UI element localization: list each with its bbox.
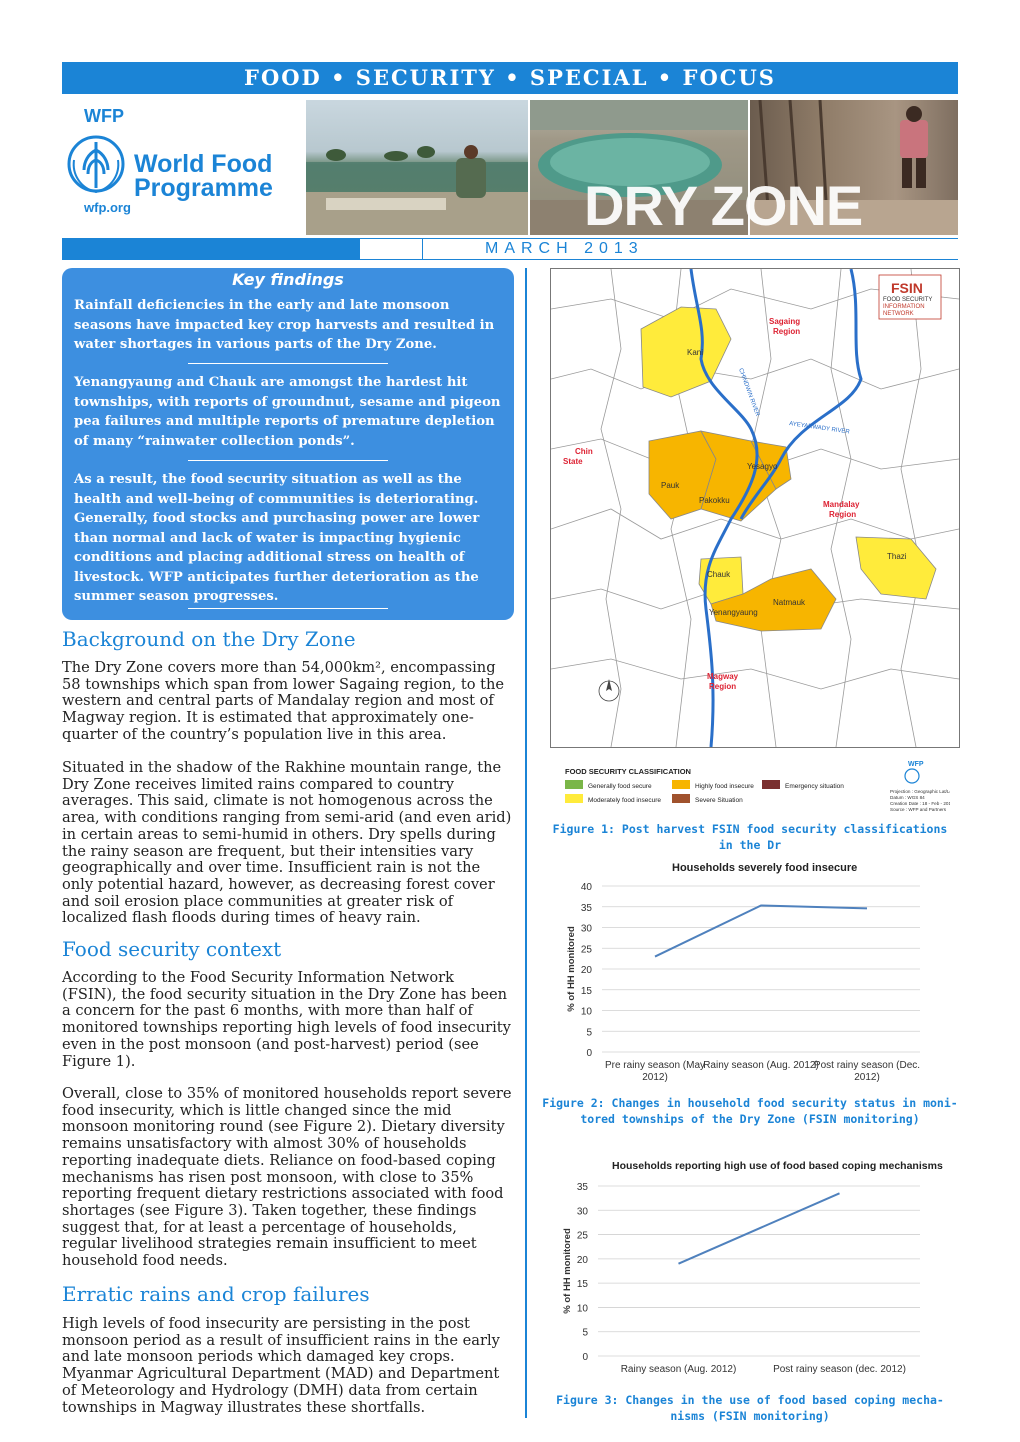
x-tick-label: Post rainy season (Dec. <box>813 1060 921 1071</box>
y-axis-label: % of HH monitored <box>566 926 577 1012</box>
fsin-logo-sub: INFORMATION <box>883 304 925 310</box>
figure-3-caption-line: Figure 3: Changes in the use of food based coping mecha- <box>556 1393 944 1407</box>
legend-label: Highly food insecure <box>695 783 754 790</box>
issue-date: MARCH 2013 <box>422 239 958 259</box>
y-tick-label: 5 <box>582 1327 588 1339</box>
y-tick-label: 25 <box>580 944 592 956</box>
map-label: State <box>563 457 583 466</box>
food-security-map <box>550 268 960 748</box>
y-tick-label: 35 <box>580 902 592 914</box>
figure-1-caption-line: Figure 1: Post harvest FSIN food security classifications <box>552 822 948 836</box>
wfp-logo-name-line2: Programme <box>134 174 273 202</box>
y-tick-label: 5 <box>586 1027 592 1039</box>
map-label: Natmauk <box>773 598 806 607</box>
map-label: CHINDWIN RIVER <box>737 367 761 418</box>
figure-2-caption <box>530 1095 970 1127</box>
wfp-logo <box>62 100 304 235</box>
photo-title-overlay: DRY ZONE <box>584 174 863 237</box>
series-line <box>679 1193 840 1263</box>
legend-swatch-emergency <box>762 780 780 789</box>
figure-2-caption-line: Figure 2: Changes in household food security status in moni- <box>542 1096 958 1110</box>
map-label: Region <box>773 327 801 336</box>
map-label: Mandalay <box>823 500 860 509</box>
map-label: Yesagyo <box>747 462 778 471</box>
chart-2-title: Households reporting high use of food based coping mechanisms <box>612 1160 943 1172</box>
y-tick-label: 30 <box>576 1206 588 1218</box>
key-finding-item: Yenangyaung and Chauk are amongst the hardest hit townships, with reports of groundnut, sesame and pigeon pea failures and multiple reports of premature depletion of many “rainwater collection ponds”. <box>74 375 501 449</box>
map-label: Kani <box>687 348 704 357</box>
banner-title: FOOD • SECURITY • SPECIAL • FOCUS <box>62 62 958 94</box>
key-findings-divider <box>188 608 388 609</box>
legend-label: Generally food secure <box>588 783 652 790</box>
y-tick-label: 10 <box>576 1303 588 1315</box>
figure-3-caption-line: nisms (FSIN monitoring) <box>670 1409 830 1423</box>
section-heading-food-security: Food security context <box>62 937 282 961</box>
map-label: Chin <box>575 447 593 456</box>
key-finding-item: Rainfall deficiencies in the early and late monsoon seasons have impacted key crop harvests and resulted in water shortages in various parts of the Dry Zone. <box>74 298 495 352</box>
map-legend-canvas <box>560 758 950 820</box>
paragraph: Overall, close to 35% of monitored households report severe food insecurity, which is little changed since the mid monsoon monitoring round (see Figure 2). Dietary diversity remains unsatisfactory with almost 30% of households reporting inadequate diets. Reliance on food-based coping mechanisms has risen post monsoon, with close to 35% reporting frequent dietary restrictions associated with food shortages (see Figure 3). Taken together, these findings suggest that, for at least a percentage of households, regular livelihood strategies remain insufficient to meet household food needs. <box>62 1085 512 1270</box>
series-line <box>655 906 867 957</box>
fsin-logo-sub: FOOD SECURITY <box>883 297 933 303</box>
legend-wfp-logo: WFP <box>908 761 924 768</box>
map-label: Magway <box>707 672 739 681</box>
map-label: Sagaing <box>769 317 801 326</box>
legend-swatch-generally <box>565 780 583 789</box>
column-divider <box>525 268 527 1418</box>
y-tick-label: 30 <box>580 923 592 935</box>
map-label: Region <box>709 682 737 691</box>
figure-2-caption-line: tored townships of the Dry Zone (FSIN monitoring) <box>580 1112 920 1126</box>
legend-label: Severe Situation <box>695 797 743 804</box>
x-tick-label: 2012) <box>854 1072 880 1083</box>
paragraph: The Dry Zone covers more than 54,000km², encompassing 58 townships which span from lower Sagaing region, to the western and central parts of Mandalay region and most of Magway region. It is estimated that approximately one-quarter of the country’s population live in this area. <box>62 659 505 743</box>
chart-1-title: Households severely food insecure <box>672 862 858 874</box>
fsin-logo-sub: NETWORK <box>883 311 914 317</box>
north-arrow-icon <box>599 679 619 701</box>
key-findings-box <box>62 268 514 620</box>
date-bar-accent <box>62 239 360 259</box>
chart-1 <box>550 858 950 1088</box>
key-findings-title: Key findings <box>232 270 344 289</box>
legend-swatch-moderate <box>565 794 583 803</box>
figure-3-caption <box>530 1392 970 1424</box>
y-tick-label: 15 <box>580 985 592 997</box>
paragraph: According to the Food Security Information Network (FSIN), the food security situation in the Dry Zone has been a concern for the past 6 months, with more than half of monitored townships reporting high levels of food insecurity even in the post monsoon (and post-harvest) period (see Figure 1). <box>62 969 511 1070</box>
map-label: Yenangyaung <box>709 608 758 617</box>
map-legend <box>560 758 950 820</box>
y-tick-label: 10 <box>580 1006 592 1018</box>
key-finding-item: As a result, the food security situation as well as the health and well-being of communities is deteriorating. Generally, food stocks and purchasing power are lower than normal and lack of water is impacting hygienic conditions and placing additional stress on health of livestock. WFP anticipates further deterioration as the summer season progresses. <box>74 472 480 604</box>
figure-1-caption-line: in the Dr <box>718 838 782 852</box>
map-canvas <box>551 269 959 747</box>
x-tick-label: Rainy season (Aug. 2012) <box>703 1060 819 1071</box>
wfp-emblem-icon <box>66 130 126 210</box>
x-tick-label: 2012) <box>642 1072 668 1083</box>
wfp-logo-name-line1: World Food <box>134 150 273 178</box>
legend-wfp-emblem-icon <box>905 769 919 783</box>
y-tick-label: 35 <box>576 1182 588 1193</box>
section-heading-background: Background on the Dry Zone <box>62 627 356 651</box>
map-region-thazi <box>856 537 936 599</box>
legend-meta: Source : WFP and Partners <box>890 807 947 812</box>
key-findings-divider <box>188 460 388 461</box>
legend-swatch-severe <box>672 794 690 803</box>
legend-title: FOOD SECURITY CLASSIFICATION <box>565 767 691 776</box>
y-tick-label: 25 <box>576 1230 588 1242</box>
chart-2-plot <box>550 1154 950 1386</box>
legend-label: Moderately food insecure <box>588 797 661 804</box>
legend-label: Emergency situation <box>785 783 844 790</box>
y-tick-label: 15 <box>576 1279 588 1291</box>
y-tick-label: 20 <box>580 965 592 976</box>
chart-2 <box>550 1154 950 1386</box>
paragraph: High levels of food insecurity are persisting in the post monsoon period as a result of insufficient rains in the early and late monsoon periods which damaged key crops. Myanmar Agricultural Department (MAD) and Department of Meteorology and Hydrology (DMH) data from certain townships in Magway illustrates these shortfalls. <box>62 1315 500 1416</box>
map-label: Pauk <box>661 481 680 490</box>
photo-pond-farmer <box>306 100 528 235</box>
y-tick-label: 20 <box>576 1254 588 1266</box>
x-tick-label: Pre rainy season (May <box>604 1060 706 1071</box>
map-label: Pakokku <box>699 496 730 505</box>
legend-meta: Datum : WGS 84 <box>890 795 925 800</box>
figure-1-caption <box>550 821 950 853</box>
wfp-logo-name <box>134 152 273 200</box>
y-axis-label: % of HH monitored <box>562 1228 573 1314</box>
paragraph: Situated in the shadow of the Rakhine mountain range, the Dry Zone receives limited rains compared to country averages. This said, climate is not homogenous across the area, with conditions ranging from semi-arid (and even arid) in certain areas to semi-humid in others. Dry spells during the rainy season are frequent, but their intensities vary geographically and over time. Insufficient rain is not the only potential hazard, however, as decreasing forest cover and soil erosion place communities at greater risk of localized flash floods during times of heavy rain. <box>62 759 512 927</box>
map-label: AYEYARWADY RIVER <box>788 421 850 436</box>
legend-swatch-highly <box>672 780 690 789</box>
legend-meta: Projection : Geographic Lat/Lon <box>890 789 950 794</box>
x-tick-label: Post rainy season (dec. 2012) <box>773 1364 906 1375</box>
map-label: Region <box>829 510 857 519</box>
wfp-logo-url: wfp.org <box>84 200 131 215</box>
x-tick-label: Rainy season (Aug. 2012) <box>620 1364 737 1375</box>
legend-meta: Creation Date : 18 - Feb - 2013 <box>890 801 950 806</box>
fsin-logo: FSIN <box>891 280 923 296</box>
key-findings-divider <box>188 363 388 364</box>
y-tick-label: 40 <box>580 882 592 893</box>
map-region-kani <box>641 307 731 397</box>
wfp-logo-acronym: WFP <box>84 106 124 126</box>
map-label: Chauk <box>707 570 731 579</box>
map-label: Thazi <box>887 552 907 561</box>
photo-pond-farmer-illustration <box>306 100 528 235</box>
date-bar <box>62 238 958 260</box>
y-tick-label: 0 <box>586 1048 592 1059</box>
y-tick-label: 0 <box>582 1352 588 1363</box>
chart-1-plot <box>550 858 950 1088</box>
section-heading-erratic-rains: Erratic rains and crop failures <box>62 1282 370 1306</box>
